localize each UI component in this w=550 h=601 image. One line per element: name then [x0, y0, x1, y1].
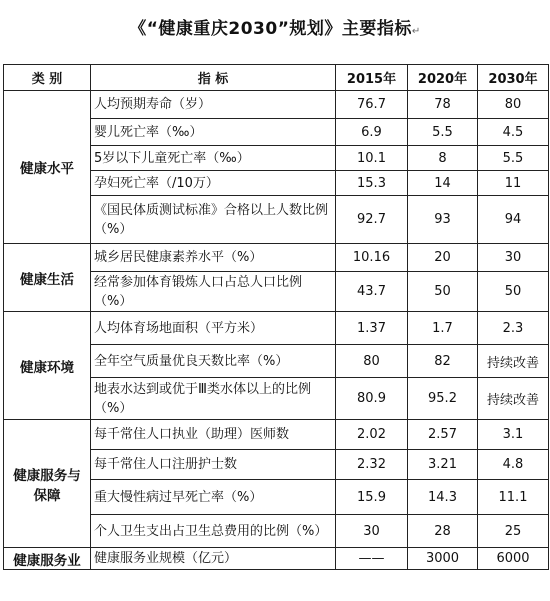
value-2030-cell: 25	[478, 515, 549, 548]
value-2020-cell: 82	[408, 345, 478, 378]
value-2030-cell: 50	[478, 272, 549, 312]
title-text: 《“健康重庆2030”规划》主要指标	[129, 19, 412, 39]
indicator-cell: 《国民体质测试标准》合格以上人数比例（%）	[91, 196, 336, 244]
value-2020-cell: 78	[408, 91, 478, 119]
value-2015-cell: 10.1	[336, 146, 408, 171]
indicator-cell: 每千常住人口注册护士数	[91, 450, 336, 480]
indicator-cell: 健康服务业规模（亿元）	[91, 548, 336, 570]
indicator-cell: 全年空气质量优良天数比率（%）	[91, 345, 336, 378]
value-2020-cell: 95.2	[408, 378, 478, 420]
table-row	[4, 244, 549, 272]
value-2030-cell: 4.8	[478, 450, 549, 480]
indicator-cell: 城乡居民健康素养水平（%）	[91, 244, 336, 272]
indicator-cell: 经常参加体育锻炼人口占总人口比例（%）	[91, 272, 336, 312]
value-2015-cell: 15.3	[336, 171, 408, 196]
value-2030-cell: 94	[478, 196, 549, 244]
value-2015-cell: 1.37	[336, 312, 408, 345]
value-2020-cell: 1.7	[408, 312, 478, 345]
value-2015-cell: 2.02	[336, 420, 408, 450]
value-2030-cell: 80	[478, 91, 549, 119]
indicator-cell: 重大慢性病过早死亡率（%）	[91, 480, 336, 515]
value-2030-cell: 4.5	[478, 119, 549, 146]
indicator-cell: 5岁以下儿童死亡率（‰）	[91, 146, 336, 171]
header-indicator: 指 标	[91, 65, 336, 91]
value-2030-cell: 30	[478, 244, 549, 272]
value-2015-cell: 10.16	[336, 244, 408, 272]
value-2020-cell: 20	[408, 244, 478, 272]
table-row	[4, 420, 549, 450]
value-2015-cell: 15.9	[336, 480, 408, 515]
value-2020-cell: 50	[408, 272, 478, 312]
value-2030-cell: 6000	[478, 548, 549, 570]
category-cell: 健康服务业	[4, 548, 91, 570]
value-2015-cell: 80.9	[336, 378, 408, 420]
indicator-cell: 人均预期寿命（岁）	[91, 91, 336, 119]
value-2015-cell: 76.7	[336, 91, 408, 119]
table-row	[4, 548, 549, 570]
header-2015: 2015年	[336, 65, 408, 91]
indicator-cell: 婴儿死亡率（‰）	[91, 119, 336, 146]
value-2030-cell: 持续改善	[478, 378, 549, 420]
value-2020-cell: 93	[408, 196, 478, 244]
value-2030-cell: 11	[478, 171, 549, 196]
value-2015-cell: ——	[336, 548, 408, 570]
value-2015-cell: 80	[336, 345, 408, 378]
indicator-cell: 地表水达到或优于Ⅲ类水体以上的比例（%）	[91, 378, 336, 420]
category-cell: 健康生活	[4, 244, 91, 312]
header-category: 类 别	[4, 65, 91, 91]
category-cell: 健康水平	[4, 91, 91, 244]
table-body	[4, 91, 549, 570]
table-row	[4, 91, 549, 119]
header-row	[4, 65, 549, 91]
value-2020-cell: 3000	[408, 548, 478, 570]
table-row	[4, 312, 549, 345]
indicator-cell: 孕妇死亡率（/10万）	[91, 171, 336, 196]
page-title	[0, 14, 550, 39]
indicator-cell: 人均体育场地面积（平方米）	[91, 312, 336, 345]
value-2020-cell: 3.21	[408, 450, 478, 480]
value-2015-cell: 6.9	[336, 119, 408, 146]
header-2030: 2030年	[478, 65, 549, 91]
value-2030-cell: 3.1	[478, 420, 549, 450]
value-2030-cell: 2.3	[478, 312, 549, 345]
value-2020-cell: 5.5	[408, 119, 478, 146]
category-cell: 健康环境	[4, 312, 91, 420]
paragraph-mark: ↵	[411, 26, 421, 37]
indicators-table	[3, 64, 549, 570]
value-2015-cell: 92.7	[336, 196, 408, 244]
value-2015-cell: 2.32	[336, 450, 408, 480]
value-2020-cell: 14.3	[408, 480, 478, 515]
value-2015-cell: 43.7	[336, 272, 408, 312]
indicator-cell: 每千常住人口执业（助理）医师数	[91, 420, 336, 450]
value-2020-cell: 2.57	[408, 420, 478, 450]
value-2020-cell: 14	[408, 171, 478, 196]
header-2020: 2020年	[408, 65, 478, 91]
category-cell: 健康服务与保障	[4, 420, 91, 548]
value-2020-cell: 28	[408, 515, 478, 548]
value-2030-cell: 持续改善	[478, 345, 549, 378]
value-2030-cell: 5.5	[478, 146, 549, 171]
value-2030-cell: 11.1	[478, 480, 549, 515]
indicator-cell: 个人卫生支出占卫生总费用的比例（%）	[91, 515, 336, 548]
value-2015-cell: 30	[336, 515, 408, 548]
value-2020-cell: 8	[408, 146, 478, 171]
